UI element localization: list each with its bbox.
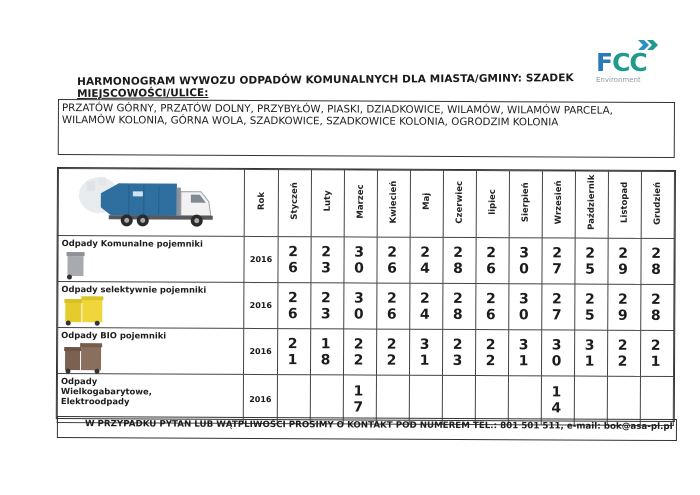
- collection-day-cell: 3 1: [574, 330, 607, 376]
- collection-day-cell: 2 3: [442, 329, 475, 375]
- collection-day-cell: 2 6: [278, 283, 311, 329]
- collection-day-cell: 3 0: [344, 283, 377, 329]
- col-header-label: Kwiecień: [388, 180, 399, 224]
- waste-type-label: Odpady BIO pojemniki: [61, 330, 167, 341]
- col-header-label: Rok: [256, 191, 267, 211]
- collection-day-cell: 2 4: [410, 283, 443, 329]
- col-header-month: [443, 170, 476, 237]
- col-header-month: [641, 171, 674, 238]
- schedule-row: [57, 328, 673, 377]
- collection-day-cell: 2 3: [311, 283, 344, 329]
- truck-image-cell: [58, 169, 244, 237]
- collection-day-cell: 2 5: [575, 238, 608, 284]
- collection-day-cell: 2 8: [641, 238, 674, 284]
- year-cell: 2016: [243, 328, 277, 374]
- collection-day-cell: 2 7: [542, 238, 575, 284]
- col-header-label: Grudzień: [652, 181, 663, 225]
- waste-type-cell: [57, 328, 243, 375]
- col-header-label: Marzec: [355, 184, 366, 219]
- waste-type-label: Odpady Wielkogabarytowe, Elektroodpady: [60, 376, 152, 407]
- places-list: PRZATÓW GÓRNY, PRZATÓW DOLNY, PRZYBYŁÓW, PIASKI, DZIADKOWICE, WILAMÓW, WILAMÓW PARCELA, WILAMÓW KOLONIA, GÓRNA WOLA, SZADKOWICE, SZADKOWICE KOLONIA, OGRODZIM KOLONIA: [61, 102, 613, 129]
- waste-type-label: Odpady selektywnie pojemniki: [61, 284, 207, 295]
- collection-day-cell: 2 7: [542, 284, 575, 330]
- fcc-environment-logo: [592, 38, 672, 86]
- places-box: [58, 99, 675, 158]
- collection-day-cell: 3 0: [344, 237, 377, 283]
- collection-day-cell: 2 6: [278, 237, 311, 283]
- collection-day-cell: 2 1: [640, 330, 673, 376]
- col-header-label: Maj: [421, 193, 432, 211]
- year-cell: 2016: [244, 282, 278, 328]
- collection-day-cell: 3 0: [509, 284, 542, 330]
- col-header-label: Czerwiec: [454, 180, 465, 224]
- col-header-label: Styczeń: [289, 182, 300, 220]
- collection-day-cell: 1 7: [343, 375, 376, 424]
- col-header-month: [608, 171, 641, 238]
- col-header-month: [311, 170, 344, 237]
- collection-day-cell: 2 2: [607, 330, 640, 376]
- collection-day-cell: 2 2: [376, 329, 409, 375]
- col-header-month: [542, 171, 575, 238]
- garbage-truck-icon: [59, 169, 245, 232]
- schedule-row: [58, 236, 674, 285]
- col-header-month: [377, 170, 410, 237]
- collection-day-cell: 1 8: [310, 329, 343, 375]
- col-header-month: [278, 170, 311, 237]
- logo-wordmark: [596, 48, 647, 77]
- contact-text: W PRZYPADKU PYTAŃ LUB WĄTPLIWOŚCI PROSIMY O KONTAKT POD NUMEREM TEL.: 801 501 511, e-mail: bok@asa-pl.pl: [84, 419, 673, 433]
- col-header-label: Listopad: [619, 182, 630, 224]
- col-header-label: Sierpień: [520, 182, 531, 223]
- collection-day-cell: 2 6: [377, 237, 410, 283]
- collection-day-cell: 2 3: [311, 237, 344, 283]
- collection-day-cell: 2 2: [475, 330, 508, 376]
- collection-day-cell: 2 4: [410, 237, 443, 283]
- col-header-month: [410, 170, 443, 237]
- header-row: [58, 169, 674, 239]
- collection-day-cell: 2 8: [443, 283, 476, 329]
- collection-day-cell: 2 6: [476, 238, 509, 284]
- collection-day-cell: 1 4: [541, 376, 574, 425]
- collection-day-cell: 2 8: [641, 284, 674, 330]
- col-header-label: lipiec: [487, 189, 498, 215]
- waste-type-cell: [58, 236, 244, 283]
- collection-day-cell: 3 1: [508, 330, 541, 376]
- contact-footer: [57, 416, 677, 441]
- year-cell: 2016: [244, 236, 278, 282]
- col-header-month: [509, 171, 542, 238]
- collection-day-cell: 2 6: [377, 283, 410, 329]
- col-header-label: Wrzesień: [553, 180, 564, 225]
- yellow-bins-icon: [64, 296, 106, 330]
- waste-type-label: Odpady Komunalne pojemniki: [61, 238, 203, 249]
- page-title: HARMONOGRAM WYWOZU ODPADÓW KOMUNALNYCH DLA MIASTA/GMINY: SZADEK: [77, 72, 574, 88]
- col-header-month: [575, 171, 608, 238]
- col-header-month: [344, 170, 377, 237]
- collection-day-cell: 2 2: [343, 329, 376, 375]
- collection-day-cell: 2 6: [476, 284, 509, 330]
- logo-letters-cc: CC: [612, 48, 647, 77]
- col-header-label: Październik: [586, 174, 597, 231]
- collection-day-cell: 2 9: [608, 238, 641, 284]
- col-header-month: [476, 171, 509, 238]
- waste-type-cell: [58, 282, 244, 329]
- collection-day-cell: 2 5: [575, 284, 608, 330]
- collection-schedule-table: [56, 167, 676, 422]
- collection-day-cell: 2 8: [443, 237, 476, 283]
- places-heading: MIEJSCOWOŚCI/ULICE:: [77, 86, 209, 100]
- collection-day-cell: 2 1: [277, 329, 310, 375]
- year-cell: 2016: [243, 374, 277, 423]
- grey-bin-icon: [64, 250, 86, 284]
- collection-day-cell: 3 0: [509, 238, 542, 284]
- schedule-row: [58, 282, 674, 331]
- collection-day-cell: 2 9: [608, 284, 641, 330]
- logo-letter-f: F: [596, 48, 613, 77]
- col-header-label: Luty: [322, 190, 333, 212]
- col-header-year: [244, 169, 278, 236]
- collection-day-cell: 3 1: [409, 329, 442, 375]
- logo-subtitle: Environment: [596, 76, 641, 84]
- collection-day-cell: 3 0: [541, 330, 574, 376]
